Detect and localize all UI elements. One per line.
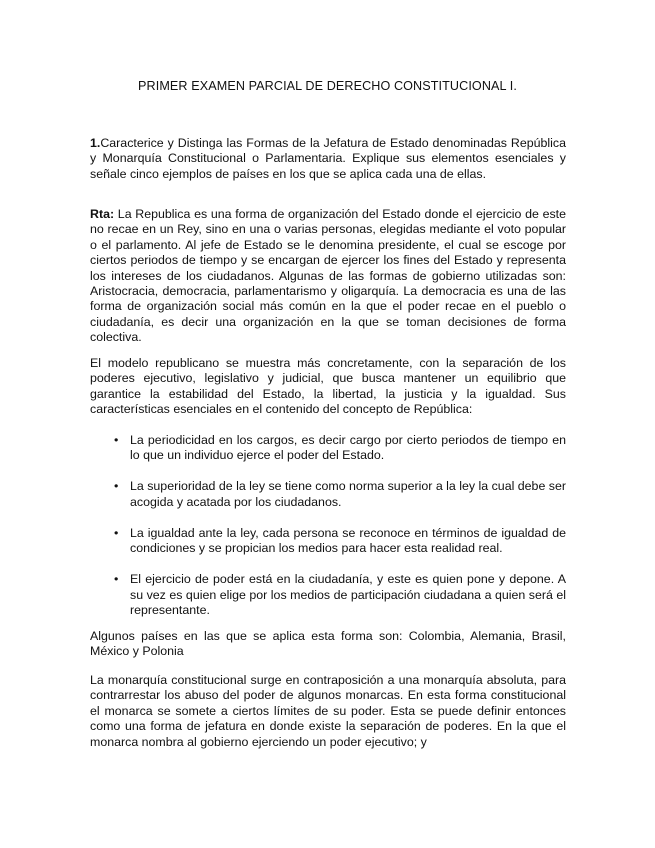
bullet-icon: • (114, 572, 119, 587)
question-text: Caracterice y Distinga las Formas de la Jefatura de Estado denominadas República y Monarquía Constitucional o Parlamentaria. Explique sus elementos esenciales y señale cinco ejemplos de países en los que se aplica cada una de ellas. (90, 136, 566, 181)
list-item (90, 433, 566, 464)
list-item-text: La periodicidad en los cargos, es decir cargo por cierto periodos de tiempo en lo que un individuo ejerce el poder del Estado. (130, 433, 566, 463)
question-paragraph (90, 136, 566, 182)
answer-text: La Republica es una forma de organización del Estado donde el ejercicio de este no recae en un Rey, sino en una o varias personas, elegidas mediante el voto popular o el parlamento. Al jefe de Estado se le denomina presidente, el cual se escoge por ciertos periodos de tiempo y se encargan de ejercer los fines del Estado y representa los intereses de los ciudadanos. Algunas de las formas de gobierno utilizadas son: Aristocracia, democracia, parlamentarismo y oligarquía. La democracia es una de las forma de organización social más común en la que el poder recae en el pueblo o ciudadanía, es decir una organización en la que se toman decisiones de forma colectiva. (90, 207, 566, 345)
answer-paragraph (90, 207, 566, 346)
bullet-icon: • (114, 525, 119, 540)
bullet-icon: • (114, 433, 119, 447)
characteristics-list (90, 433, 566, 634)
list-item-text: La igualdad ante la ley, cada persona se reconoce en términos de igualdad de condiciones y se propician los medios para hacer esta realidad real. (130, 525, 566, 556)
modelo-paragraph: El modelo republicano se muestra más concretamente, con la separación de los poderes ejecutivo, legislativo y judicial, que busca mantener un equilibrio que garantice la estabilidad del Estado, la libertad, la justicia y la igualdad. Sus características esenciales en el contenido del concepto de República: (90, 356, 566, 417)
list-item (90, 479, 566, 510)
bullet-icon: • (114, 479, 119, 494)
countries-paragraph: Algunos países en las que se aplica esta forma son: Colombia, Alemania, Brasil, México y Polonia (90, 629, 566, 659)
answer-label: Rta: (90, 207, 115, 221)
question-number: 1. (90, 136, 101, 150)
list-item (90, 572, 566, 618)
page-title: PRIMER EXAMEN PARCIAL DE DERECHO CONSTITUCIONAL I. (138, 79, 517, 93)
monarchy-paragraph: La monarquía constitucional surge en contraposición a una monarquía absoluta, para contrarrestar los abuso del poder de algunos monarcas. En esta forma constitucional el monarca se somete a ciertos límites de su poder. Esta se puede definir entonces como una forma de jefatura en donde existe la separación de poderes. En la que el monarca nombra al gobierno ejerciendo un poder ejecutivo; y (90, 673, 566, 749)
list-item-text: La superioridad de la ley se tiene como norma superior a la ley la cual debe ser acogida y acatada por los ciudadanos. (130, 479, 566, 509)
list-item-text: El ejercicio de poder está en la ciudadanía, y este es quien pone y depone. A su vez es quien elige por los medios de participación ciudadana a quien será el representante. (130, 572, 566, 618)
list-item (90, 526, 566, 557)
